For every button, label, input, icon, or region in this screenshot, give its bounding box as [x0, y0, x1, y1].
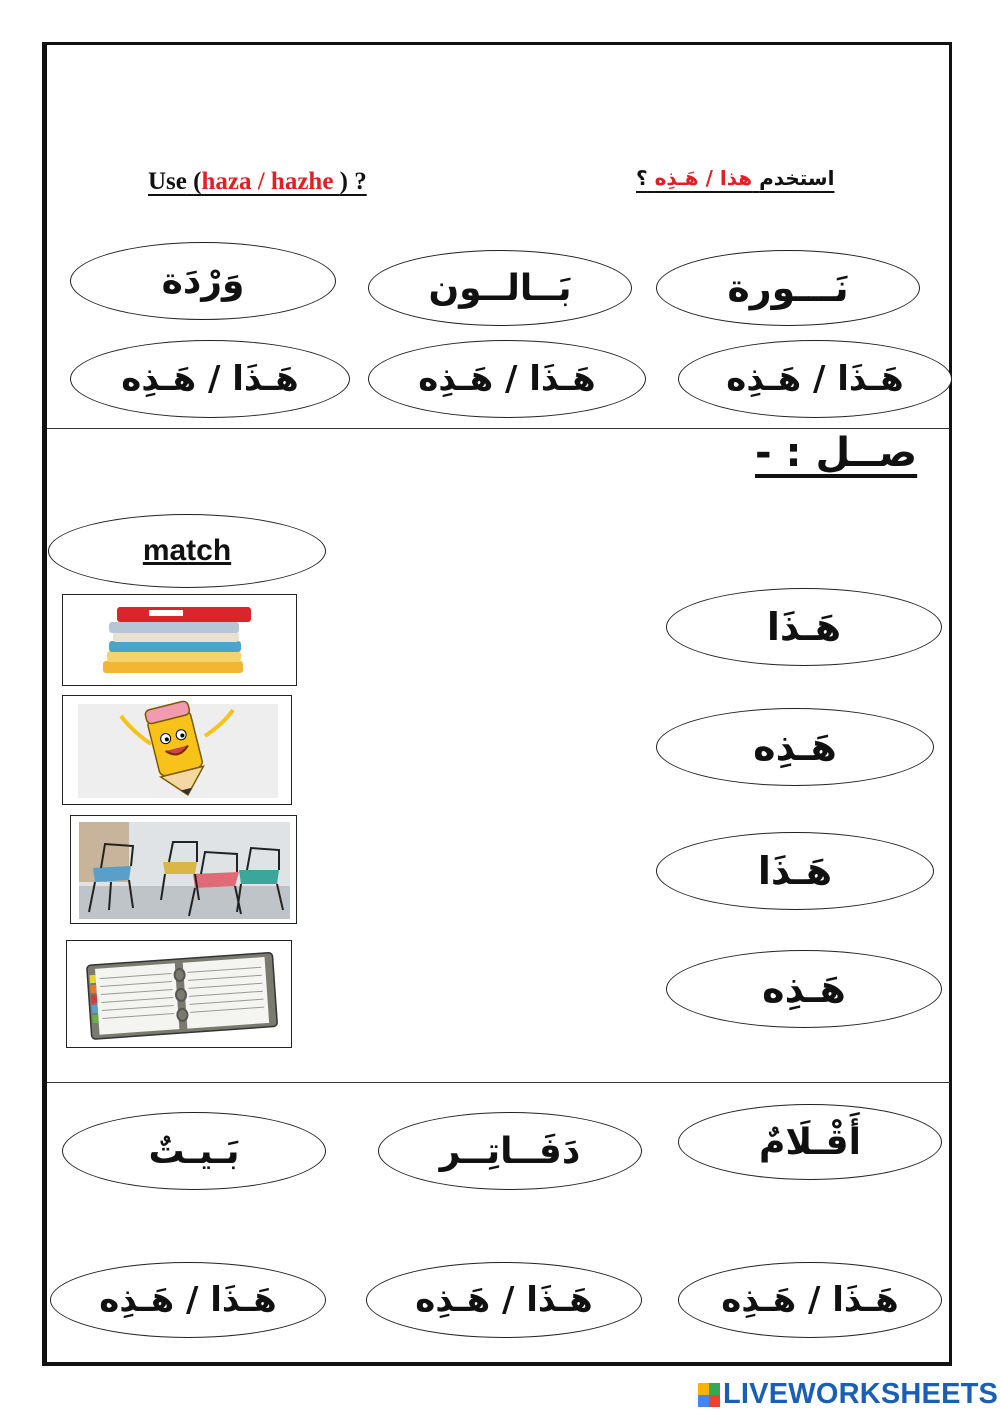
- use-label: Use: [148, 168, 187, 195]
- match-word-text: هَـذَا: [757, 849, 833, 893]
- section-divider-2: [47, 1082, 950, 1083]
- noun-oval-3: [70, 242, 336, 320]
- choice-oval-4[interactable]: [678, 1262, 942, 1338]
- match-word-oval-3[interactable]: [656, 832, 934, 910]
- choice-oval-3[interactable]: [70, 340, 350, 418]
- noun-oval-1: [656, 250, 920, 326]
- match-oval: [48, 514, 326, 588]
- choice-text: هَـذَا / هَـذِه: [415, 1280, 593, 1320]
- brand-name: LIVEWORKSHEETS: [723, 1378, 999, 1410]
- pencil-picture[interactable]: [62, 695, 292, 805]
- pencil-icon: [63, 696, 292, 805]
- choice-text: هَـذَا / هَـذِه: [99, 1280, 277, 1320]
- books-picture[interactable]: [62, 594, 297, 686]
- choice-oval-6[interactable]: [50, 1262, 326, 1338]
- arabic-choice-words: هذا / هَـذِه: [654, 166, 753, 190]
- notebook-picture[interactable]: [66, 940, 292, 1048]
- choice-text: هَـذَا / هَـذِه: [726, 359, 904, 399]
- connect-title: صــل : -: [755, 430, 918, 476]
- noun-text: وَرْدَة: [161, 260, 245, 302]
- notebook-icon: [67, 941, 292, 1048]
- choice-oval-2[interactable]: [368, 340, 646, 418]
- arabic-question-mark: ؟: [636, 166, 648, 190]
- arabic-instruction: [636, 166, 834, 190]
- noun-oval-2: [368, 250, 632, 326]
- noun-text: بَــالــون: [428, 267, 572, 309]
- choice-oval-5[interactable]: [366, 1262, 642, 1338]
- section-divider-1: [47, 428, 950, 429]
- noun-text: دَفَــاتِــر: [439, 1130, 581, 1172]
- match-word-text: هَـذِه: [753, 725, 837, 769]
- noun-text: نَـــورة: [727, 266, 849, 310]
- chairs-icon: [71, 816, 297, 924]
- chairs-picture[interactable]: [70, 815, 297, 924]
- match-word-text: هَـذِه: [762, 967, 846, 1011]
- arabic-use-label: استخدم: [759, 166, 835, 190]
- choice-text: هَـذَا / هَـذِه: [721, 1280, 899, 1320]
- english-choice-words: haza / hazhe: [201, 168, 340, 195]
- liveworksheets-logo[interactable]: [698, 1378, 998, 1411]
- choice-oval-1[interactable]: [678, 340, 952, 418]
- choice-text: هَـذَا / هَـذِه: [121, 359, 299, 399]
- noun-oval-4: [678, 1104, 942, 1180]
- match-label: match: [142, 534, 232, 567]
- noun-text: بَـيـتٌ: [148, 1130, 240, 1172]
- english-instruction: [148, 168, 367, 196]
- books-icon: [63, 595, 297, 686]
- choice-text: هَـذَا / هَـذِه: [418, 359, 596, 399]
- close-paren-question: ) ?: [339, 168, 367, 195]
- noun-text: أَقْـلَامٌ: [759, 1121, 861, 1163]
- noun-oval-5: [378, 1112, 642, 1190]
- liveworksheets-logo-icon: [698, 1383, 720, 1407]
- noun-oval-6: [62, 1112, 326, 1190]
- open-paren: (: [193, 168, 202, 195]
- match-word-oval-1[interactable]: [666, 588, 942, 666]
- match-word-oval-4[interactable]: [666, 950, 942, 1028]
- match-word-text: هَـذَا: [766, 605, 842, 649]
- match-word-oval-2[interactable]: [656, 708, 934, 786]
